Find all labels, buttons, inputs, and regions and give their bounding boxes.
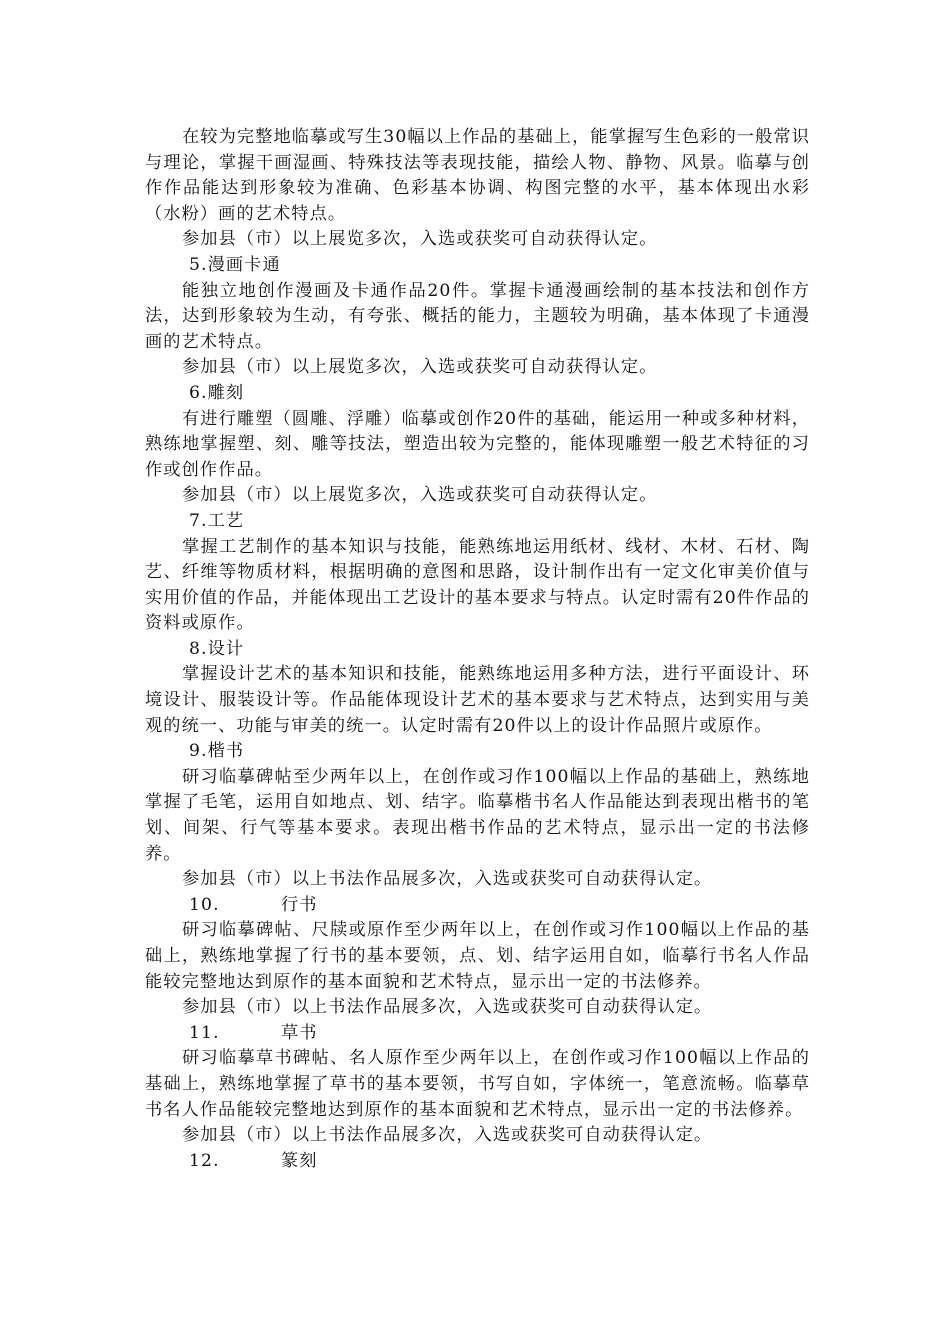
section-title: 工艺 (207, 510, 245, 531)
section-heading-seal-carving (145, 1149, 810, 1175)
section-title: 雕刻 (207, 382, 245, 403)
section-heading-sculpture (145, 381, 810, 407)
section-heading-running-script (145, 893, 810, 919)
section-number: 11. (189, 1022, 220, 1043)
section-heading-cartoon (145, 253, 810, 279)
section-title: 篆刻 (281, 1150, 318, 1171)
section-heading-design (145, 637, 810, 663)
section-number: 8. (189, 638, 208, 659)
paragraph-watercolor-exhibition: 参加县（市）以上展览多次，入选或获奖可自动获得认定。 (182, 229, 658, 250)
paragraph-cursive-script-requirements: 研习临摹草书碑帖、名人原作至少两年以上，在创作或习作100幅以上作品的基础上，熟练地掌握了草书的基本要领，书写自如，字体统一，笔意流畅。临摹草书名人作品能较完整地达到原作的基本面貌和艺术特点，显示出一定的书法修养。 (145, 1048, 810, 1120)
paragraph-cartoon-requirements: 能独立地创作漫画及卡通作品20件。掌握卡通漫画绘制的基本技法和创作方法，达到形象较为生动，有夸张、概括的能力，主题较为明确，基本体现了卡通漫画的艺术特点。 (145, 280, 810, 352)
section-number: 9. (189, 741, 208, 762)
paragraph-cartoon-exhibition: 参加县（市）以上展览多次，入选或获奖可自动获得认定。 (182, 357, 658, 378)
paragraph-watercolor-requirements: 在较为完整地临摹或写生30幅以上作品的基础上，能掌握写生色彩的一般常识与理论，掌握干画湿画、特殊技法等表现技能，描绘人物、静物、风景。临摹与创作作品能达到形象较为准确、色彩基本协调、构图完整的水平，基本体现出水彩（水粉）画的艺术特点。 (145, 127, 810, 224)
paragraph-regular-script-requirements: 研习临摹碑帖至少两年以上，在创作或习作100幅以上作品的基础上，熟练地掌握了毛笔，运用自如地点、划、结字。临摹楷书名人作品能达到表现出楷书的笔划、间架、行气等基本要求。表现出楷书作品的艺术特点，显示出一定的书法修养。 (145, 766, 810, 864)
section-title: 漫画卡通 (207, 254, 281, 275)
paragraph-running-script-requirements: 研习临摹碑帖、尺牍或原作至少两年以上，在创作或习作100幅以上作品的基础上，熟练地掌握了行书的基本要领，点、划、结字运用自如，临摹行书名人作品能较完整地达到原作的基本面貌和艺术特点，显示出一定的书法修养。 (145, 920, 810, 992)
section-heading-craft (145, 509, 810, 535)
section-number: 10. (189, 894, 220, 915)
section-number: 7. (189, 510, 208, 531)
section-number: 12. (189, 1150, 220, 1171)
paragraph-regular-script-exhibition: 参加县（市）以上书法作品展多次，入选或获奖可自动获得认定。 (182, 869, 713, 890)
section-heading-regular-script (145, 739, 810, 765)
section-title: 设计 (207, 638, 245, 659)
paragraph-running-script-exhibition: 参加县（市）以上书法作品展多次，入选或获奖可自动获得认定。 (182, 997, 713, 1018)
section-number: 5. (189, 254, 208, 275)
section-heading-cursive-script (145, 1021, 810, 1047)
paragraph-sculpture-exhibition: 参加县（市）以上展览多次，入选或获奖可自动获得认定。 (182, 485, 658, 506)
paragraph-cursive-script-exhibition: 参加县（市）以上书法作品展多次，入选或获奖可自动获得认定。 (182, 1125, 713, 1146)
section-title: 行书 (281, 894, 318, 915)
paragraph-craft-requirements: 掌握工艺制作的基本知识与技能，能熟练地运用纸材、线材、木材、石材、陶艺、纤维等物质材料，根据明确的意图和思路，设计制作出有一定文化审美价值与实用价值的作品，并能体现出工艺设计的基本要求与特点。认定时需有20件作品的资料或原作。 (145, 536, 810, 634)
section-number: 6. (189, 382, 208, 403)
section-title: 草书 (281, 1022, 318, 1043)
paragraph-design-requirements: 掌握设计艺术的基本知识和技能，能熟练地运用多种方法，进行平面设计、环境设计、服装设计等。作品能体现设计艺术的基本要求与艺术特点，达到实用与美观的统一、功能与审美的统一。认定时需有20件以上的设计作品照片或原作。 (145, 664, 810, 736)
section-title: 楷书 (207, 741, 245, 762)
document-body (145, 125, 810, 1174)
paragraph-sculpture-requirements: 有进行雕塑（圆雕、浮雕）临摹或创作20件的基础，能运用一种或多种材料，熟练地掌握塑、刻、雕等技法，塑造出较为完整的，能体现雕塑一般艺术特征的习作或创作作品。 (145, 408, 810, 480)
